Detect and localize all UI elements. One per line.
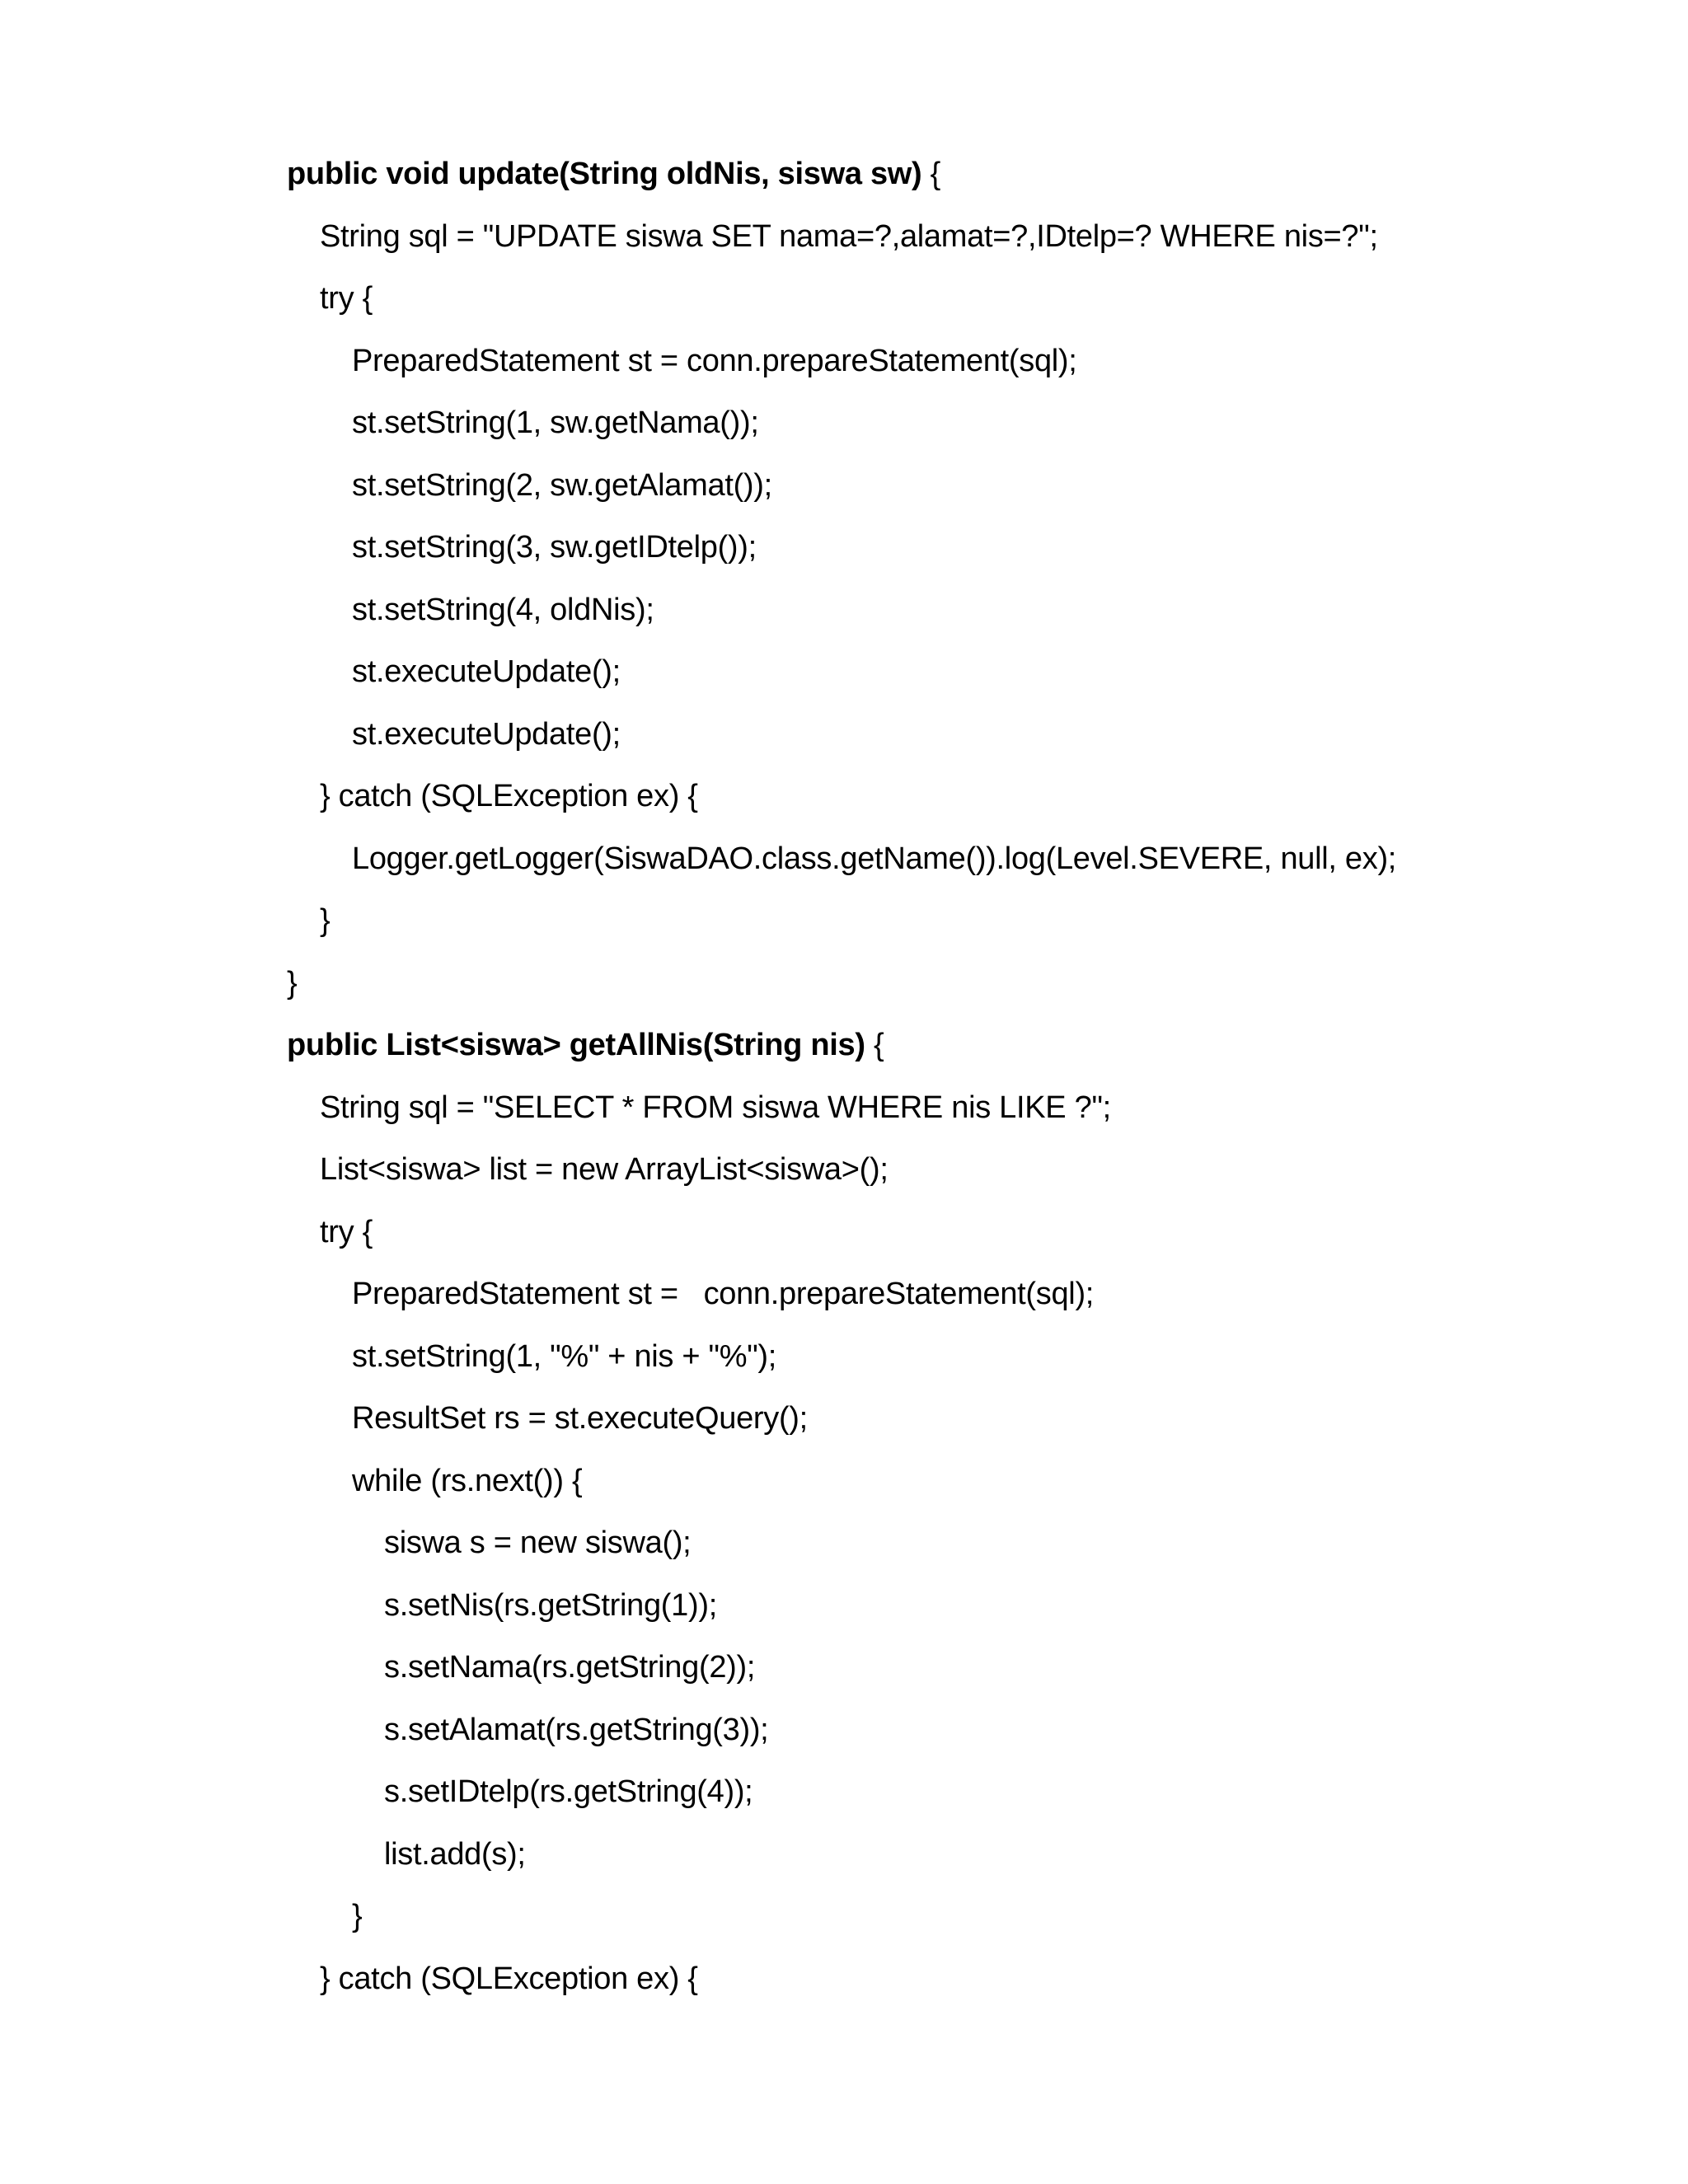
code-text: List<siswa> list = new ArrayList<siswa>(); — [320, 1152, 889, 1187]
code-text: } — [287, 965, 298, 1001]
code-text: siswa s = new siswa(); — [384, 1526, 692, 1560]
code-line — [287, 1582, 1573, 1644]
code-line — [287, 399, 1573, 462]
code-line — [287, 274, 1573, 337]
code-text: { — [865, 1028, 884, 1062]
code-text: } catch (SQLException ex) { — [320, 1961, 698, 1996]
code-line — [287, 1394, 1573, 1457]
code-line — [287, 1457, 1573, 1520]
code-line — [287, 213, 1573, 275]
code-line — [287, 1830, 1573, 1893]
code-line — [287, 648, 1573, 710]
code-text: st.setString(4, oldNis); — [352, 592, 654, 627]
code-line — [287, 523, 1573, 586]
code-line — [287, 462, 1573, 524]
code-line — [287, 772, 1573, 835]
code-text: st.setString(1, sw.getNama()); — [352, 405, 759, 440]
code-line — [287, 1333, 1573, 1395]
code-text: PreparedStatement st = conn.prepareStatement(sql); — [352, 343, 1077, 378]
code-listing — [287, 150, 1573, 2017]
code-line — [287, 959, 1573, 1022]
code-line — [287, 1892, 1573, 1955]
code-line — [287, 150, 1573, 213]
code-line — [287, 1021, 1573, 1084]
code-line — [287, 1084, 1573, 1146]
code-text: st.setString(1, "%" + nis + "%"); — [352, 1338, 777, 1374]
code-line — [287, 1955, 1573, 2018]
code-line — [287, 1643, 1573, 1706]
code-line — [287, 835, 1573, 898]
code-text: } catch (SQLException ex) { — [320, 779, 698, 813]
method-signature: public List<siswa> getAllNis(String nis) — [287, 1028, 865, 1062]
code-line — [287, 1146, 1573, 1208]
code-text: s.setNis(rs.getString(1)); — [384, 1587, 717, 1623]
code-text: st.setString(3, sw.getIDtelp()); — [352, 530, 757, 565]
code-line — [287, 1208, 1573, 1271]
code-line — [287, 337, 1573, 400]
code-text: try { — [320, 1214, 373, 1249]
code-line — [287, 1768, 1573, 1830]
code-text: st.executeUpdate(); — [352, 654, 621, 689]
code-text: PreparedStatement st = conn.prepareStatement(sql); — [352, 1277, 1095, 1311]
code-text: } — [352, 1899, 363, 1933]
code-text: s.setAlamat(rs.getString(3)); — [384, 1712, 769, 1747]
code-text: try { — [320, 281, 373, 316]
code-text: } — [320, 903, 331, 938]
code-text: ResultSet rs = st.executeQuery(); — [352, 1401, 808, 1436]
code-line — [287, 897, 1573, 959]
code-line — [287, 586, 1573, 649]
code-text: st.setString(2, sw.getAlamat()); — [352, 467, 772, 503]
code-line — [287, 710, 1573, 773]
code-text: Logger.getLogger(SiswaDAO.class.getName()).log(Level.SEVERE, null, ex); — [352, 841, 1397, 876]
code-text: String sql = "UPDATE siswa SET nama=?,alamat=?,IDtelp=? WHERE nis=?"; — [320, 218, 1378, 254]
code-line — [287, 1519, 1573, 1582]
code-text: { — [921, 157, 941, 191]
code-text: s.setIDtelp(rs.getString(4)); — [384, 1774, 753, 1809]
method-signature: public void update(String oldNis, siswa sw) — [287, 157, 922, 191]
code-text: s.setNama(rs.getString(2)); — [384, 1650, 756, 1685]
code-text: st.executeUpdate(); — [352, 716, 621, 752]
code-text: String sql = "SELECT * FROM siswa WHERE nis LIKE ?"; — [320, 1090, 1111, 1125]
code-line — [287, 1706, 1573, 1769]
code-line — [287, 1270, 1573, 1333]
code-text: while (rs.next()) { — [352, 1463, 583, 1498]
code-text: list.add(s); — [384, 1836, 526, 1872]
